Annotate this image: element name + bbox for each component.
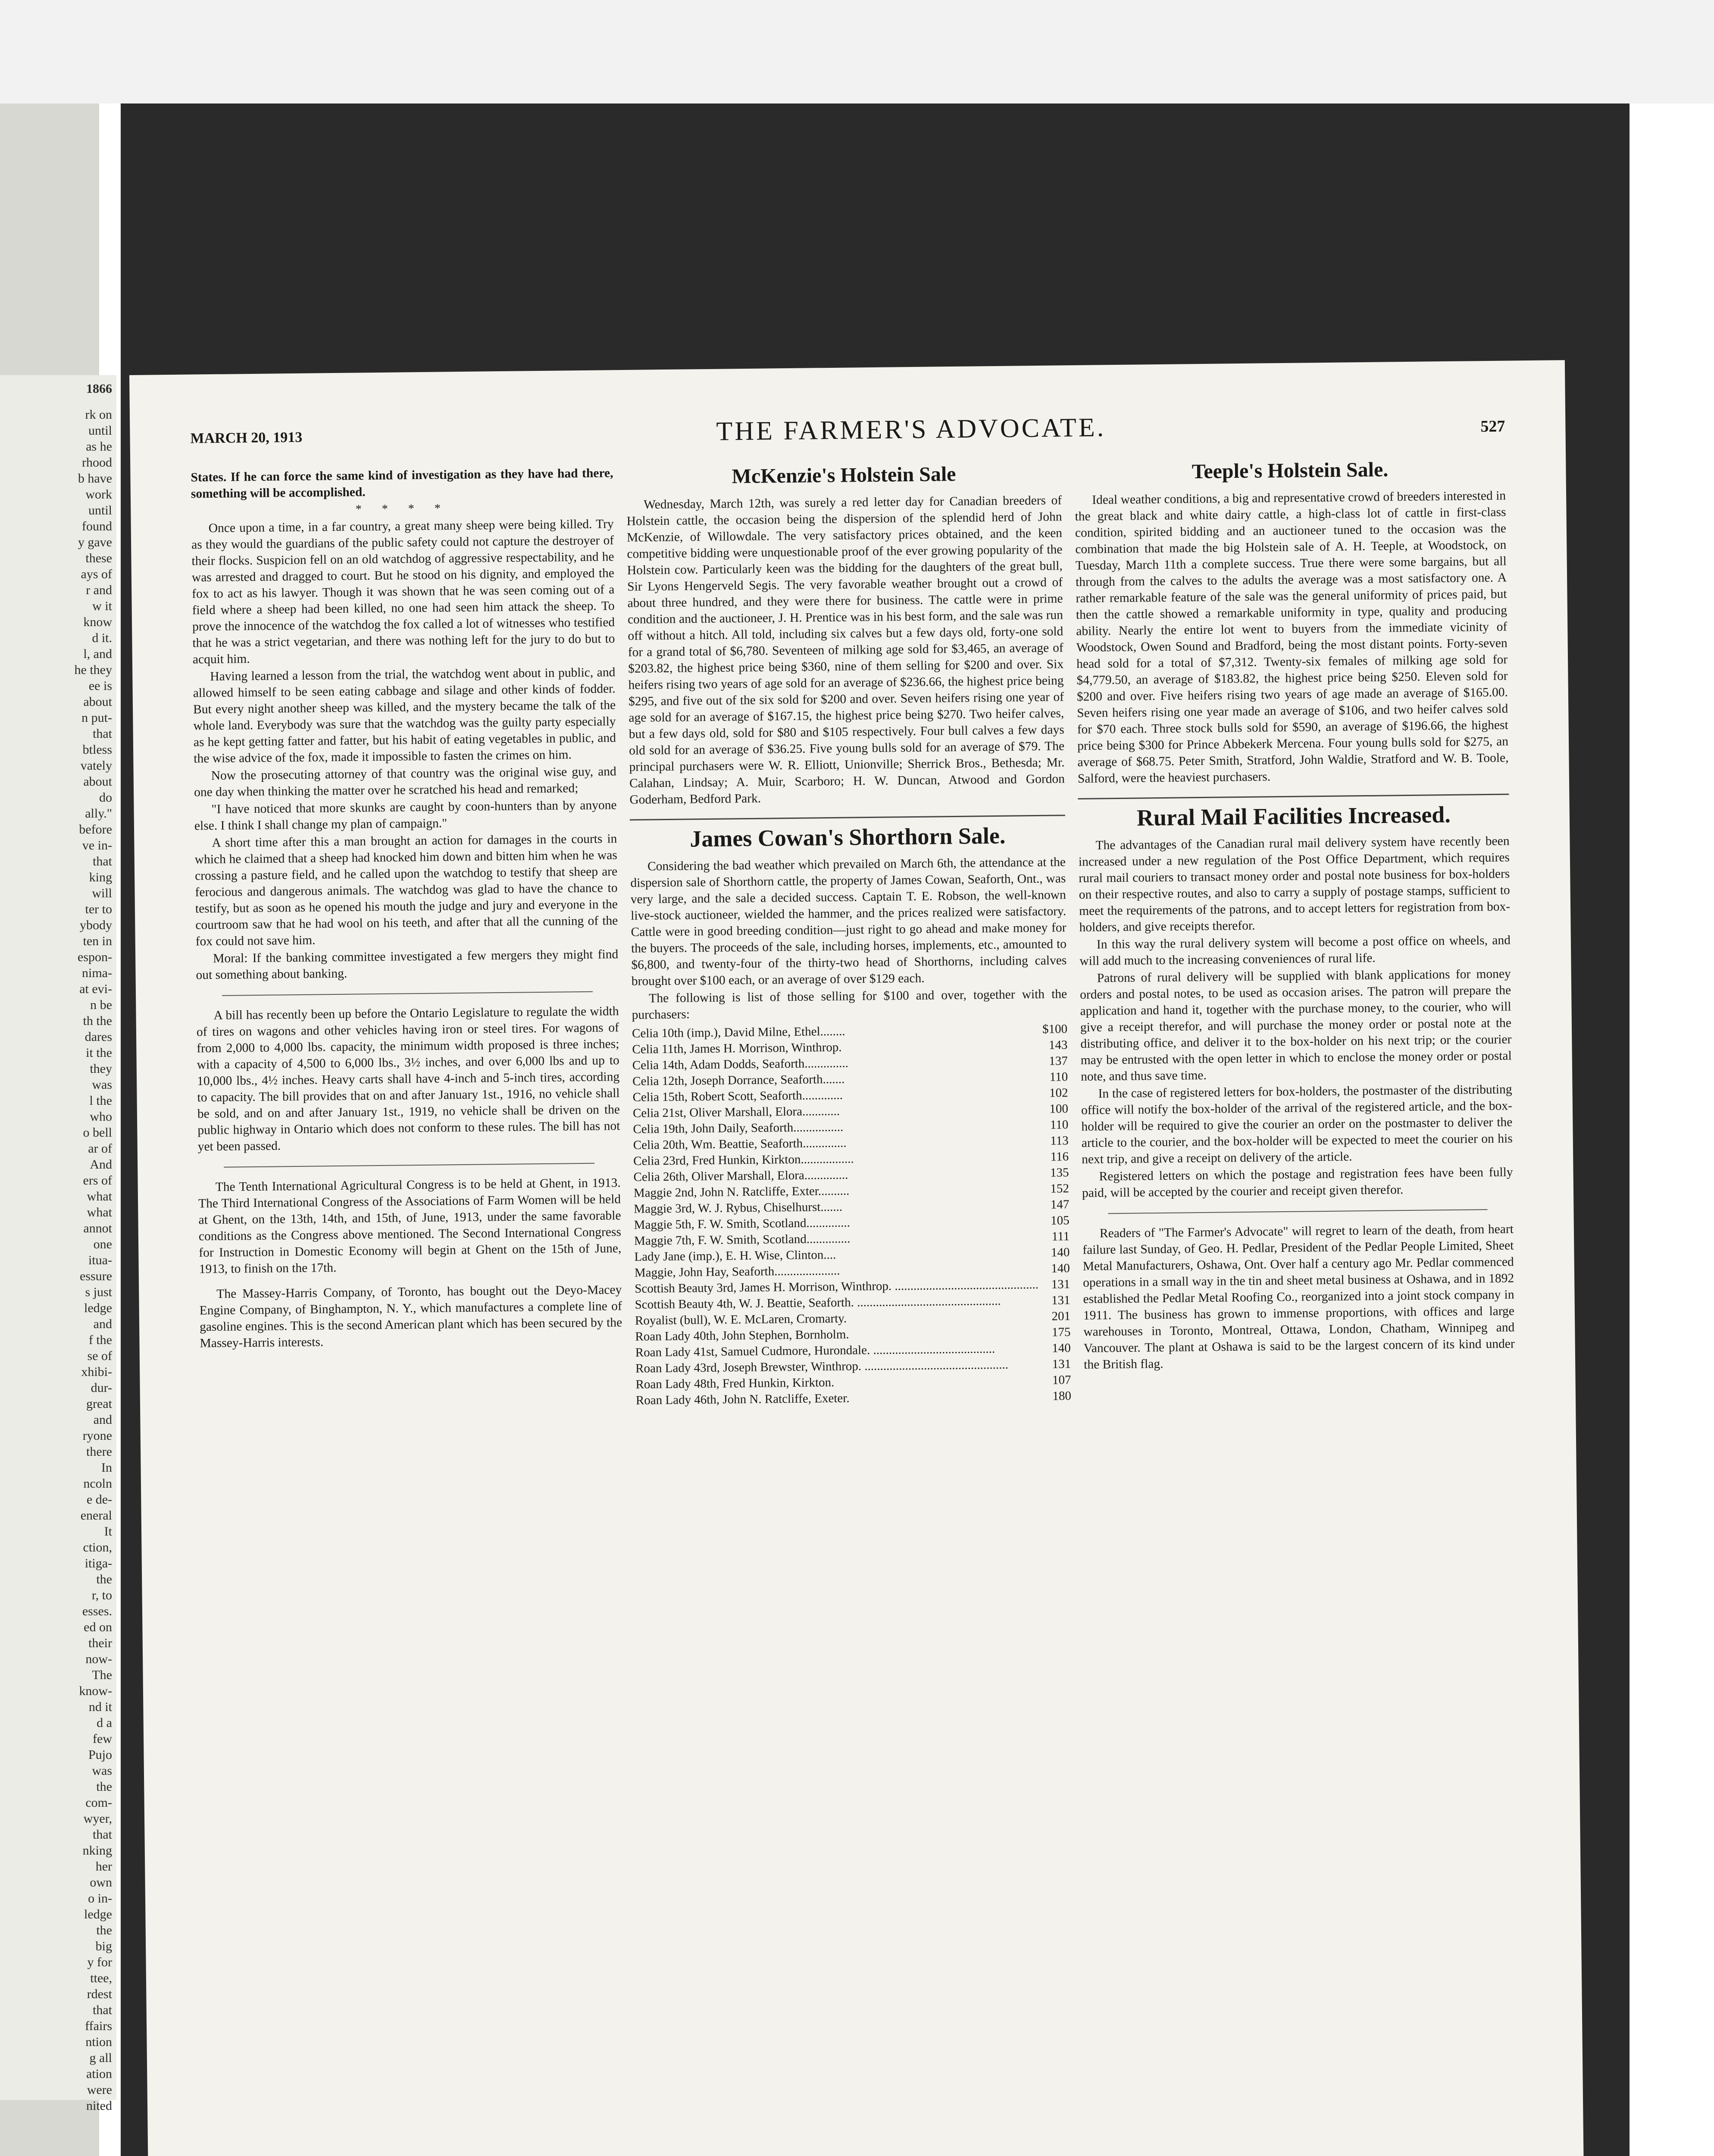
sale-buyer: Royalist (bull), W. E. McLaren, Cromarty. [635, 1311, 847, 1328]
previous-page-fragment: ee is [88, 679, 112, 693]
previous-page-fragment: will [92, 886, 112, 900]
previous-page-fragment: ation [86, 2067, 112, 2081]
previous-page-fragment: f the [88, 1333, 112, 1347]
sale-buyer: Celia 14th, Adam Dodds, Seaforth.............. [632, 1056, 848, 1072]
previous-page-fragment: ar of [88, 1141, 112, 1156]
sale-buyer: Roan Lady 46th, John N. Ratcliffe, Exeter. [635, 1391, 850, 1407]
rule [1108, 1209, 1487, 1214]
previous-page-fragment: ction, [83, 1540, 112, 1554]
paragraph: Patrons of rural delivery will be supplied with blank applications for money orders and postal notes, to be used as occasion arises. The patron will prepare the application and hand it, together with the purchase money, to the courier, who will give a receipt therefor, and will purchase the money order or postal note at the distributing office, and deliver it to the box-holder on his next trip; or the courier may be entrusted with the open letter in which to enclose the money order or postal note, and thus save time. [1080, 967, 1512, 1084]
previous-page-fragment: eneral [80, 1508, 112, 1523]
pedlar-paragraphs [1082, 1221, 1515, 1373]
paragraph: Registered letters on which the postage and registration fees have been fully paid, will be accepted by the courier and receipt given therefor. [1082, 1165, 1513, 1200]
newspaper-page [129, 360, 1586, 2156]
previous-page-fragment: com- [85, 1796, 112, 1810]
previous-page-fragment: e de- [86, 1492, 112, 1507]
previous-page-fragment: they [90, 1062, 112, 1076]
publication-title: THE FARMER'S ADVOCATE. [716, 413, 1106, 446]
sale-buyer: Celia 19th, John Daily, Seaforth................ [633, 1120, 844, 1136]
previous-page-fragment: ntion [85, 2035, 112, 2049]
previous-page-fragment: espon- [78, 950, 112, 964]
previous-page-fragment: dur- [91, 1381, 112, 1395]
previous-page-fragment: ten in [83, 934, 112, 948]
previous-page-fragment: one [93, 1237, 112, 1251]
previous-page-fragment: annot [83, 1221, 112, 1235]
previous-page-fragment: great [86, 1397, 112, 1411]
sale-buyer: Maggie 5th, F. W. Smith, Scotland.............. [634, 1216, 851, 1232]
previous-page-fragment: xhibi- [81, 1365, 112, 1379]
paragraph: In this way the rural delivery system will become a post office on wheels, and will add much to the increasing conveniences of rural life. [1079, 933, 1511, 968]
paragraph: Wednesday, March 12th, was surely a red letter day for Canadian breeders of Holstein cattle, the occasion being the dispersion of the splendid herd of John McKenzie, of Willowdale. The very satisfactory prices obtained, and the keen competitive bidding were unquestionable proof of the ever growing popularity of the Holstein cow. Particularly keen was the bidding for the daughters of the great bull, Sir Lyons Hengerveld Segis. The very favorable weather brought out a crowd of about three hundred, and they were there for business. The cattle were in prime condition and the auctioneer, J. H. Prentice was in his best form, and the sale was run off without a hitch. All told, including six calves but a few days old, forty-one sold for a grand total of $6,780. Seventeen of milking age sold for $3,465, an average of $203.82, the highest price being $360, nine of them selling for $200 and over. Six heifers rising two years of age sold for an average of $236.66, the highest price being $295, and five out of the six sold for $200 and over. Seven heifers rising one year of age sold for an average of $167.15, the highest price being $270. Two heifer calves, but a few days old, sold for $80 and $105 respectively. Four bull calves a few days old sold for an average of $36.25. Five young bulls sold for an average of $79. The principal purchasers were W. R. Elliott, Unionville; Sherrick Bros., Bethesda; Mr. Calahan, Lindsay; A. Muir, Scarboro; H. W. Duncan, Atwood and Gordon Goderham, Bedford Park. [626, 493, 1065, 807]
previous-page-fragment: s just [85, 1285, 112, 1299]
column-1 [191, 465, 622, 1352]
rule [222, 991, 593, 996]
fable-paragraphs [191, 516, 619, 983]
previous-page-fragment: was [92, 1078, 112, 1092]
paragraph: The advantages of the Canadian rural mail delivery system have recently been increased under a new regulation of the Post Office Department, which requires rural mail couriers to transact money order and postal note business for box-holders on their respective routes, and also to carry a supply of postage stamps, sufficient to meet the requirements of the patrons, and to accept letters for registration from box-holders, and give receipts therefor. [1078, 834, 1511, 934]
sale-price: 131 [1051, 1277, 1070, 1291]
paragraph: "I have noticed that more skunks are caught by coon-hunters than by anyone else. I think I shall change my plan of campaign." [194, 798, 617, 833]
cowan-sale-heading: James Cowan's Shorthorn Sale. [630, 815, 1066, 852]
previous-page-fragment: was [92, 1764, 112, 1778]
sale-buyer: Celia 11th, James H. Morrison, Winthrop. [632, 1040, 842, 1056]
previous-page-fragment: big [95, 1939, 112, 1953]
paragraph: The Massey-Harris Company, of Toronto, has bought out the Deyo-Macey Engine Company, of Binghampton, N. Y., which manufactures a complete line of gasoline engines. This is the second American plant which has been secured by the Massey-Harris interests. [199, 1283, 622, 1351]
paragraph: Ideal weather conditions, a big and representative crowd of breeders interested in the great black and white dairy cattle, a high-class lot of cattle in first-class condition, spirited bidding and an auctioneer tuned to the occasion was the combination that made the big Holstein sale of A. H. Teeple, at Woodstock, on Tuesday, March 11th a complete success. True there were some bargains, but all through from the calves to the adults the average was a most satisfactory one. A rather remarkable feature of the sale was the general uniformity of prices paid, but then the cattle showed a remarkable uniformity in type, quality and producing ability. Nearly the entire lot went to buyers from the immediate vicinity of Woodstock, Owen Sound and Bradford, being the most distant points. Forty-seven head sold for a total of $7,312. Twenty-six females of milking age sold for $4,779.50, an average of $183.82, the highest price being $250. Eleven sold for $200 and over. Five heifers rising two years of age made an average of $165.00. Seven heifers rising one year made an average of $106, and two heifer calves sold for $70 each. Three stock bulls sold for $590, an average of $196.66, the highest price being $300 for Prince Abbekerk Mercena. Four young bulls sold for $275, an average of $68.75. Peter Smith, Stratford, John Waldie, Stratford and W. B. Toole, Salford, were the heaviest purchasers. [1075, 489, 1509, 786]
sale-price: $100 [1042, 1022, 1068, 1036]
previous-page-fragment: what [87, 1205, 112, 1219]
paragraph: Moral: If the banking committee investigated a few mergers they might find out something about banking. [196, 947, 619, 982]
previous-page-fragment: their [88, 1636, 112, 1650]
previous-page-fragment: dares [84, 1030, 112, 1044]
sale-price: 100 [1049, 1102, 1069, 1116]
previous-page-fragment: know- [79, 1684, 112, 1698]
previous-page-fragment: r, to [91, 1588, 112, 1602]
previous-page-fragment: about [83, 695, 112, 709]
previous-page-fragment: The [92, 1668, 112, 1682]
previous-page-fragment: there [86, 1445, 112, 1459]
previous-page-fragment: n put- [81, 711, 112, 725]
sale-buyer: Celia 12th, Joseph Dorrance, Seaforth....... [632, 1072, 845, 1088]
previous-page-fragment: In [101, 1460, 112, 1475]
page-number: 527 [1480, 417, 1505, 436]
previous-page-fragment: y for [87, 1955, 112, 1969]
previous-page-fragment: that [93, 727, 112, 741]
previous-page-fragment: ter to [85, 902, 112, 916]
previous-page-fragment: until [88, 503, 112, 517]
previous-page-fragment: ays of [81, 567, 112, 581]
previous-page-fragment: what [87, 1189, 112, 1203]
column-2 [626, 460, 1071, 1413]
teeple-sale-paragraphs [1075, 488, 1509, 787]
sale-buyer: Celia 20th, Wm. Beattie, Seaforth.............. [633, 1136, 847, 1152]
previous-page-fragment: as he [86, 439, 112, 454]
previous-page-fragment: he they [74, 663, 112, 677]
previous-page-fragment: nd it [88, 1700, 112, 1714]
sale-buyer: Maggie 2nd, John N. Ratcliffe, Exter.......... [633, 1184, 850, 1200]
sale-price: 135 [1050, 1166, 1069, 1180]
paragraph: In the case of registered letters for box-holders, the postmaster of the distributing office will notify the box-holder of the arrival of the registered article, and the box-holder will be required to give the courier an order on the postmaster to deliver the article to the courier, and the box-holder will be expected to meet the courier on his next trip, and give a receipt on delivery of the article. [1081, 1082, 1513, 1166]
previous-page-fragment: the [96, 1572, 112, 1586]
sale-price: 143 [1048, 1038, 1068, 1052]
rule [224, 1163, 594, 1168]
ghent-congress-paragraphs [198, 1175, 622, 1277]
previous-page-fragment: about [83, 774, 112, 789]
previous-page-fragment: itua- [88, 1253, 112, 1267]
cowan-sale-paragraphs [630, 854, 1067, 1023]
massey-harris-paragraphs [199, 1282, 622, 1351]
previous-page-fragment: and [93, 1317, 112, 1331]
previous-page-fragment: rhood [82, 455, 112, 470]
previous-page-fragment: and [93, 1413, 112, 1427]
sale-buyer: Celia 15th, Robert Scott, Seaforth............. [632, 1088, 843, 1104]
previous-page-fragment: these [85, 551, 112, 565]
sale-price: 113 [1050, 1134, 1069, 1148]
previous-page-fragment: ncoln [83, 1476, 112, 1491]
paragraph: A short time after this a man brought an action for damages in the courts in which he claimed that a sheep had knocked him down and bitten him when he was crossing a pasture field, and he called upon the watchdog to testify that sheep are ferocious and dangerous animals. The watchdog was glad to have the chance to testify, but as soon as he opened his mouth the judge and jury and everyone in the courtroom saw that he had wool on his teeth, and after that all the cunning of the fox could not save him. [194, 832, 618, 949]
previous-page-fragment: rdest [87, 1987, 112, 2001]
previous-page-fragment: do [99, 790, 112, 805]
sale-buyer: Roan Lady 40th, John Stephen, Bornholm. [635, 1327, 849, 1344]
sale-price: 175 [1051, 1325, 1071, 1339]
previous-page-fragment: that [93, 854, 112, 868]
previous-page-fragment: l the [89, 1094, 112, 1108]
previous-page-fragment: n be [90, 998, 112, 1012]
previous-page-fragment: wyer, [83, 1811, 112, 1826]
previous-page-fragment: ed on [84, 1620, 112, 1634]
previous-page-fragment: nima- [82, 966, 112, 980]
previous-page-fragment: ve in- [82, 838, 112, 852]
previous-page-fragment: nking [82, 1843, 112, 1858]
sale-buyer: Maggie 7th, F. W. Smith, Scotland.............. [634, 1232, 851, 1248]
tire-bill-paragraphs [196, 1003, 620, 1155]
paragraph: Once upon a time, in a far country, a great many sheep were being killed. Try as they would the guardians of the public safety could not capture the destroyer of their flocks. Suspicion fell on an old watchdog of aggressive respectability, and he was arrested and dragged to court. But he stood on his dignity, and employed the fox to act as his lawyer. Though it was shown that he was seen coming out of a field where a sheep had been killed, no one had seen him attack the sheep. To prove the innocence of the watchdog the fox called a lot of witnesses who testified that he was a strict vegetarian, and there was nothing left for the jury to do but to acquit him. [191, 517, 615, 667]
previous-page-fragment: the [96, 1780, 112, 1794]
previous-page-fragment: ledge [84, 1907, 112, 1921]
sale-buyer: Celia 10th (imp.), David Milne, Ethel........ [632, 1024, 845, 1040]
previous-page-fragment: b have [78, 471, 112, 486]
sale-price: 201 [1051, 1309, 1071, 1323]
sale-price: 111 [1051, 1229, 1070, 1244]
previous-page-edge [0, 375, 116, 2113]
previous-page-fragment: it the [86, 1046, 112, 1060]
sale-price: 152 [1050, 1181, 1070, 1196]
sale-buyer: Roan Lady 43rd, Joseph Brewster, Winthrop. .............................................. [635, 1357, 1008, 1376]
sale-price: 140 [1051, 1245, 1070, 1260]
sales-list [632, 1021, 1071, 1409]
previous-page-fragment: were [87, 2083, 112, 2097]
sale-buyer: Scottish Beauty 4th, W. J. Beattie, Seaforth. .............................................. [635, 1294, 1001, 1312]
sale-price: 131 [1051, 1293, 1070, 1307]
previous-page-fragment: ffairs [85, 2019, 112, 2033]
previous-page-fragment: ledge [84, 1301, 112, 1315]
previous-page-fragment: found [82, 519, 112, 533]
issue-date: MARCH 20, 1913 [190, 429, 303, 447]
previous-page-fragment: few [93, 1732, 112, 1746]
previous-page-fragment: w it [92, 599, 112, 613]
previous-page-fragment: l, and [83, 647, 112, 661]
sale-buyer: Celia 23rd, Fred Hunkin, Kirkton................. [633, 1152, 854, 1168]
sale-price: 107 [1052, 1373, 1071, 1387]
previous-page-fragment: ttee, [90, 1971, 112, 1985]
sale-price: 147 [1050, 1197, 1070, 1212]
column-3 [1074, 456, 1515, 1374]
previous-page-fragment: her [95, 1859, 112, 1874]
previous-page-fragment: Pujo [88, 1748, 112, 1762]
previous-page-fragment: se of [87, 1349, 112, 1363]
previous-page-fragment: ally." [85, 806, 112, 821]
paragraph: Having learned a lesson from the trial, the watchdog went about in public, and allowed himself to be seen eating cabbage and silage and other kinds of fodder. But every night another sheep was killed, and the mystery became the talk of the whole land. Everybody was sure that the watchdog was the guilty party especially as he kept getting fatter and fatter, but his habit of eating vegetables in public, and the wise advice of the fox, made it impossible to fasten the crimes on him. [193, 665, 616, 766]
previous-page-fragment: o bell [83, 1125, 112, 1140]
rural-mail-paragraphs [1078, 833, 1513, 1201]
paragraph: A bill has recently been up before the Ontario Legislature to regulate the width of tires on wagons and other vehicles having iron or steel tires. For wagons of from 2,000 to 4,000 lbs. capacity, the minimum width proposed is three inches; with a capacity of 4,500 to 6,000 lbs., 3½ inches, and over 6,000 lbs and up to 10,000 lbs., 4½ inches. Heavy carts shall have 4-inch and 5-inch tires, according to capacity. The bill provides that on and after January 1st., 1916, no vehicle shall be sold, and on and after January 1st., 1919, no vehicle shall be driven on the public highway in Ontario which does not conform to these rules. The bill has not yet been passed. [196, 1004, 620, 1154]
mckenzie-sale-heading: McKenzie's Holstein Sale [732, 462, 956, 488]
paragraph: Considering the bad weather which prevailed on March 6th, the attendance at the dispersion sale of Shorthorn cattle, the property of James Cowan, Seaforth, Ont., was very large, and the sale a decided success. Captain T. E. Robson, the well-known live-stock auctioneer, wielded the hammer, and the prices realized were satisfactory. Cattle were in good breeding condition—just right to go ahead and make money for the buyers. The proceeds of the sale, including horses, implements, etc., amounted to $6,800, and twenty-four of the thirty-two head of Shorthorns, including calves brought over $100 each, or an average of over $129 each. [630, 855, 1067, 988]
previous-page-fragment: ryone [82, 1429, 112, 1443]
column-1-lead: States. If he can force the same kind of investigation as they have had there, something will be accomplished. [191, 466, 613, 501]
previous-page-fragment: who [90, 1109, 112, 1124]
sale-price: 116 [1050, 1150, 1069, 1164]
mckenzie-sale-paragraphs [626, 492, 1065, 808]
previous-page-fragment: itiga- [84, 1556, 112, 1570]
sale-buyer: Scottish Beauty 3rd, James H. Morrison, Winthrop. .............................................. [635, 1278, 1039, 1296]
sale-price: 110 [1049, 1070, 1068, 1084]
scanner-top-area [0, 0, 1714, 103]
previous-page-fragment: y gave [78, 535, 112, 549]
previous-page-fragment: o in- [88, 1891, 112, 1905]
paragraph: Now the prosecuting attorney of that country was the original wise guy, and one day when thinking the matter over he scratched his head and remarked; [194, 765, 616, 799]
previous-page-fragment: esses. [82, 1604, 112, 1618]
previous-page-fragment: the [96, 1923, 112, 1937]
sale-buyer: Maggie 3rd, W. J. Rybus, Chiselhurst....... [634, 1200, 843, 1216]
previous-page-fragment: th the [83, 1014, 112, 1028]
previous-page-fragment: ybody [80, 918, 112, 932]
paragraph: Readers of "The Farmer's Advocate" will regret to learn of the death, from heart failure last Sunday, of Geo. H. Pedlar, President of the Pedlar People Limited, Sheet Metal Manufacturers, Oshawa, Ont. Over half a century ago Mr. Pedlar commenced operations in a small way in the tin and sheet metal business at Oshawa, and in 1892 established the Pedlar Metal Roofing Co., reorganized into a joint stock company in 1911. The business has grown to immense proportions, with offices and large warehouses in Toronto, Montreal, Ottawa, London, Chatham, Winnipeg and Vancouver. The plant at Oshawa is said to be the largest concern of its kind under the British flag. [1082, 1222, 1515, 1372]
teeple-sale-heading: Teeple's Holstein Sale. [1192, 458, 1389, 483]
previous-page-fragment: before [79, 822, 112, 837]
sale-price: 140 [1052, 1341, 1071, 1355]
previous-page-fragment: And [90, 1157, 112, 1172]
previous-page-fragment: know [83, 615, 112, 629]
previous-page-fragment: king [89, 870, 112, 884]
previous-page-fragment: d a [97, 1716, 112, 1730]
sale-price: 110 [1050, 1118, 1069, 1132]
previous-page-fragment: that [93, 2003, 112, 2017]
previous-page-fragment: at evi- [79, 982, 112, 996]
sale-buyer: Roan Lady 48th, Fred Hunkin, Kirkton. [635, 1376, 835, 1391]
sale-price: 137 [1049, 1054, 1068, 1068]
previous-page-fragment: that [93, 1827, 112, 1842]
sale-buyer: Maggie, John Hay, Seaforth..................... [634, 1263, 840, 1280]
previous-page-fragment: rk on [85, 407, 112, 422]
sale-buyer: Celia 26th, Oliver Marshall, Elora.............. [633, 1168, 848, 1184]
rural-mail-heading: Rural Mail Facilities Increased. [1078, 794, 1509, 830]
previous-page-fragment: r and [86, 583, 112, 597]
sale-price: 140 [1051, 1261, 1070, 1275]
previous-page-fragment: work [85, 487, 112, 501]
sale-buyer: Lady Jane (imp.), E. H. Wise, Clinton.... [634, 1247, 836, 1264]
previous-page-fragment: ers of [83, 1173, 112, 1188]
sale-price: 102 [1049, 1086, 1068, 1100]
previous-page-number: 1866 [86, 382, 112, 396]
previous-page-fragment: g all [89, 2051, 112, 2065]
sale-buyer: Roan Lady 41st, Samuel Cudmore, Hurondale. ....................................... [635, 1342, 995, 1360]
previous-page-fragment: vately [80, 758, 112, 773]
previous-page-fragment: essure [80, 1269, 112, 1283]
sale-price: 131 [1052, 1357, 1071, 1371]
sale-price: 105 [1050, 1213, 1070, 1228]
paragraph: The following is list of those selling for $100 and over, together with the purchasers: [632, 987, 1067, 1022]
previous-page-fragment: It [104, 1524, 112, 1539]
sale-price: 180 [1052, 1389, 1072, 1403]
previous-page-fragment: own [90, 1875, 112, 1890]
previous-page-fragment: now- [85, 1652, 112, 1666]
previous-page-fragment: d it. [92, 631, 112, 645]
previous-page-fragment: until [88, 423, 112, 438]
sale-buyer: Celia 21st, Oliver Marshall, Elora............ [632, 1104, 840, 1120]
previous-page-fragment: btless [82, 743, 112, 757]
running-head [190, 408, 1505, 461]
section-stars: * * * * [355, 501, 449, 516]
paragraph: The Tenth International Agricultural Congress is to be held at Ghent, in 1913. The Third International Congress of the Associations of Farm Women will be held at Ghent, on the 13th, 14th, and 15th, of June, 1913, under the same favorable conditions as the Congress above mentioned. The Second International Congress for Instruction in Domestic Economy will begin at Ghent on the 15th of June, 1913, to finish on the 17th. [198, 1176, 622, 1276]
previous-page-fragment: nited [86, 2099, 112, 2113]
